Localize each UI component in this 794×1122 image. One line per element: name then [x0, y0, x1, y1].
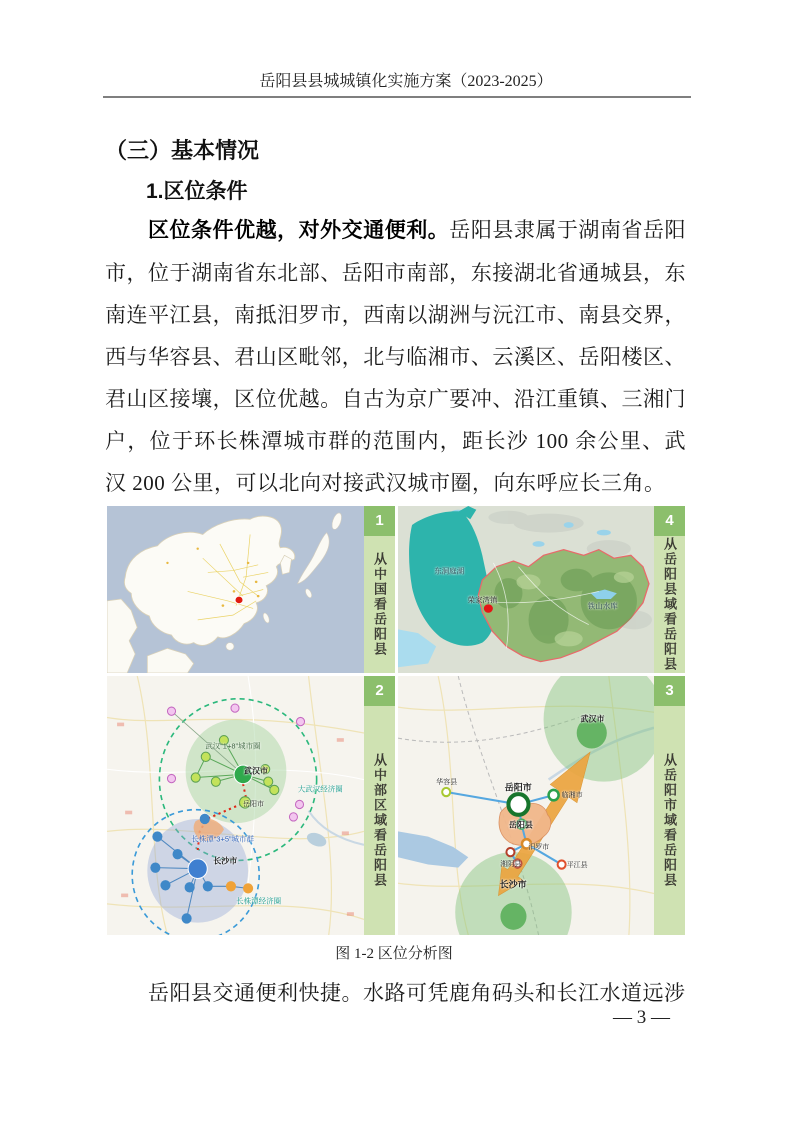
paragraph-1-lead: 区位条件优越，对外交通便利。: [148, 219, 450, 242]
panel-side-strip: [364, 676, 395, 935]
paragraph-2: 岳阳县交通便利快捷。水路可凭鹿角码头和长江水道远涉: [148, 981, 686, 1005]
page-number: — 3 —: [613, 1007, 670, 1028]
county-terrain-graphic: [398, 506, 654, 673]
panel-side-strip: [654, 506, 685, 673]
map-label: 大武汉经济圈: [297, 784, 343, 794]
figure-panel-city-region: [398, 676, 685, 935]
panel-side-label: 从中部区域看岳阳县: [372, 753, 387, 888]
yueyang-location-marker: [235, 596, 243, 604]
map-label: 长沙市: [213, 856, 238, 866]
figure-caption: 图 1-2 区位分析图: [335, 946, 453, 962]
map-label: 长株潭经济圈: [236, 896, 282, 906]
city-region-graphic: [398, 676, 654, 935]
map-label: 荣家湾镇: [467, 595, 498, 605]
paragraph-1: [105, 209, 686, 504]
figure-panel-china: [107, 506, 395, 673]
section-heading: （三）基本情况: [105, 138, 260, 163]
map-label: 武汉市: [580, 714, 605, 724]
map-label: 临湘市: [561, 792, 583, 800]
map-label: 华容县: [436, 779, 458, 787]
map-label: 武汉市: [244, 766, 269, 776]
panel-side-label: 从中国看岳阳县: [372, 552, 387, 657]
figure-location-analysis: [107, 506, 685, 935]
map-label: 湘阴县: [500, 860, 522, 868]
rongjiawan-marker: [484, 604, 493, 613]
sub-heading: 1.区位条件: [146, 180, 248, 203]
panel-number-badge: 2: [364, 676, 395, 706]
panel-side-strip: [364, 506, 395, 673]
document-header-title: 岳阳县县城城镇化实施方案（2023-2025）: [259, 73, 553, 90]
paragraph-1-body: 岳阳县隶属于湖南省岳阳市，位于湖南省东北部、岳阳市南部，东接湖北省通城县，东南连平江县，南抵汨罗市，西南以湖洲与沅江市、南县交界，西与华容县、君山区毗邻，北与临湘市、云溪区、岳阳楼区、君山区接壤，区位优越。自古为京广要冲、沿江重镇、三湘门户，位于环长株潭城市群的范围内，距长沙 100 余公里、武汉 200 公里，可以北向对接武汉城市圈，向东呼应长三角。: [105, 218, 687, 495]
panel-side-label: 从岳阳县域看岳阳县: [662, 537, 677, 672]
map-label: 武汉“1+8”城市圈: [205, 741, 261, 751]
map-label: 长沙市: [499, 879, 527, 890]
panel-number-badge: 4: [654, 506, 685, 536]
map-label: 岳阳市: [504, 782, 532, 793]
map-china: [107, 506, 364, 673]
panel-side-label: 从岳阳市域看岳阳县: [662, 753, 677, 888]
map-label: 长株潭“3+5”城市群: [191, 834, 254, 844]
map-central-region: [107, 676, 364, 935]
figure-panel-county: [398, 506, 685, 673]
map-label: 东洞庭湖: [434, 566, 465, 576]
map-city-region: [398, 676, 654, 935]
header-rule: [103, 96, 691, 98]
map-label: 岳阳市: [242, 801, 264, 809]
panel-number-badge: 3: [654, 676, 685, 706]
panel-number-badge: 1: [364, 506, 395, 536]
china-map-graphic: [107, 506, 364, 673]
map-label: 岳阳县: [508, 820, 533, 830]
figure-panel-central-region: [107, 676, 395, 935]
map-county-terrain: [398, 506, 654, 673]
map-label: 平江县: [566, 862, 588, 870]
document-body: [105, 138, 686, 1014]
map-label: 铁山水库: [587, 601, 618, 611]
map-label: 汨罗市: [528, 843, 550, 851]
panel-side-strip: [654, 676, 685, 935]
